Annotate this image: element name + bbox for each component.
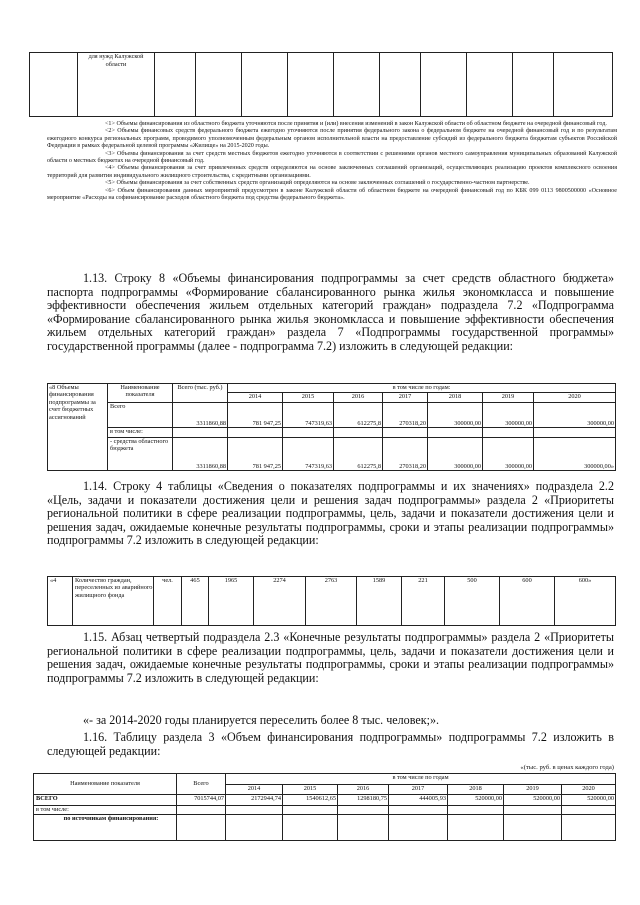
row-value [448, 815, 504, 841]
footnote: <6> Объем финансирования данных мероприятий предусмотрен в законе Калужской области об областном бюджете на очередной финансовый год по КБК 099 0113 9800500000 «Основное мероприятие «Расходы на софинансирование расходов областного бюджета под средства федерального бюджета». [47, 187, 617, 202]
table-cell [288, 53, 334, 117]
table-row [48, 577, 616, 626]
footnote: <5> Объемы финансирования за счет собственных средств организаций определяются на основе заключенных соглашений о государственно-частном партнерстве. [105, 180, 530, 187]
row-total [177, 815, 226, 841]
table-cell [380, 53, 421, 117]
row-value [226, 815, 283, 841]
header-incl-text: в том числе по годам [392, 774, 449, 781]
row-name: Количество граждан, переселенных из аварийного жилищного фонда [73, 577, 154, 626]
header-name-text: Наименование показателя [70, 780, 140, 788]
row-name: по источникам финансирования: [34, 815, 177, 841]
header-name [34, 774, 177, 795]
row-value: 270318,20 [383, 403, 428, 428]
row-value [504, 815, 562, 841]
row-value [483, 428, 534, 438]
row-value: 300000,00 [428, 403, 483, 428]
row-unit: чел. [154, 577, 182, 626]
row-value [562, 806, 616, 815]
row-value [504, 806, 562, 815]
row-value [338, 806, 389, 815]
year-header: 2019 [504, 785, 562, 795]
table-cell [242, 53, 288, 117]
row-value: 270318,20 [383, 438, 428, 471]
paragraph-1-15: 1.15. Абзац четвертый подраздела 2.3 «Конечные результаты подпрограммы» раздела 2 «Приоритеты региональной политики в сфере реализации подпрограммы, цель, задачи и показатели достижения цели и решения задач, ожидаемые конечные результаты подпрограммы, сроки и этапы реализации подпрограммы» подпрограммы 7.2 изложить в следующей редакции: [47, 630, 614, 685]
year-header: 2017 [383, 393, 428, 403]
row-value: 1589 [357, 577, 402, 626]
row-value: 1965 [209, 577, 254, 626]
row-value [428, 428, 483, 438]
footnote: <3> Объемы финансирования за счет средств местных бюджетов ежегодно уточняются в соответствии с решениями органов местного самоуправления муниципальных образований Калужской области о местных бюджетах на очередной финансовый год. [47, 150, 617, 165]
row-value: 520000,00 [504, 795, 562, 806]
header-name [108, 384, 173, 403]
row-value: 600 [500, 577, 555, 626]
year-header: 2018 [448, 785, 504, 795]
previous-table-fragment [29, 52, 613, 117]
row-value: 2763 [306, 577, 357, 626]
table-row [34, 806, 616, 815]
row-value: 300000,00 [534, 403, 616, 428]
header-incl [226, 774, 616, 785]
table-row [48, 403, 616, 428]
row-value [448, 806, 504, 815]
row-value: 781 947,25 [228, 403, 283, 428]
row-value: 747319,63 [283, 438, 334, 471]
row-value [389, 815, 448, 841]
table-cell [554, 53, 613, 117]
row-value: 2274 [254, 577, 306, 626]
row-value: 612275,8 [334, 438, 383, 471]
table-cell [196, 53, 242, 117]
year-header: 2014 [226, 785, 283, 795]
header-total-text: Всего (тыс. руб.) [177, 384, 223, 391]
row-total [173, 428, 228, 438]
table-cell [78, 53, 155, 117]
year-header: 2016 [338, 785, 389, 795]
table-cell [467, 53, 513, 117]
table-cell [513, 53, 554, 117]
row-name: ВСЕГО [34, 795, 177, 806]
header-total [173, 384, 228, 403]
indicator-table [47, 576, 616, 626]
paragraph-1-16: 1.16. Таблицу раздела 3 «Объем финансирования подпрограммы» подпрограммы 7.2 изложить в следующей редакции: [47, 730, 614, 758]
row-value: 444005,93 [389, 795, 448, 806]
year-header: 2017 [389, 785, 448, 795]
row-number: «4 [48, 577, 73, 626]
row-value: 520000,00 [562, 795, 616, 806]
row-name: в том числе: [108, 428, 173, 438]
footnote: <1> Объемы финансирования из областного бюджета уточняются после принятия и (или) внесения изменений в закон Калужской области об областном бюджете на очередной финансовый год. [105, 121, 607, 127]
paragraph-1-13: 1.13. Строку 8 «Объемы финансирования подпрограммы за счет средств областного бюджета» паспорта подпрограммы «Формирование сбалансированного рынка жилья экономкласса и повышение эффективности обеспечения жильем отдельных категорий граждан» подраздела 7.2 «Подпрограмма «Формирование сбалансированного рынка жилья экономкласса и повышение эффективности обеспечения жильем отдельных категорий граждан» раздела 7 «Подпрограммы государственной программы» государственной программы (далее - подпрограмма 7.2) изложить в следующей редакции: [47, 271, 614, 353]
footnote: <2> Объемы финансовых средств федерального бюджета ежегодно уточняются после принятия федерального закона о федеральном бюджете на очередной финансовый год и по результатам ежегодного конкурса региональных программ, проводимого уполномоченным федеральным органом исполнительной власти на предоставление субсидий из федерального бюджета бюджетам субъектов Российской Федерации в рамках федеральной целевой программы «Жилище» на 2015-2020 годы. [47, 128, 617, 150]
row-value [534, 428, 616, 438]
row-value [562, 815, 616, 841]
unit-note: «(тыс. руб. в ценах каждого года) [520, 764, 614, 771]
year-header: 2019 [483, 393, 534, 403]
header-incl [228, 384, 616, 393]
table-cell [334, 53, 380, 117]
header-name-text: Наименование показателя [120, 384, 160, 399]
table-cell [421, 53, 467, 117]
cell-text: для нужд Калужской области [88, 53, 144, 68]
row-value: 520000,00 [448, 795, 504, 806]
row-value [228, 428, 283, 438]
row-value: 300000,00 [428, 438, 483, 471]
row-total: 3311860,88 [173, 403, 228, 428]
footnote: <4> Объемы финансирования за счет привлеченных средств определяются на основе заключенных соглашений организаций, осуществляющих реализацию проектов комплексного освоения территорий для развития индивидуального жилищного строительства, с кредитными организациями. [47, 165, 617, 179]
row-value: 747319,63 [283, 403, 334, 428]
year-header: 2016 [334, 393, 383, 403]
row-value [338, 815, 389, 841]
row-value [383, 428, 428, 438]
row-value: 1540612,65 [283, 795, 338, 806]
table-row [48, 428, 616, 438]
row-value [283, 428, 334, 438]
row-value: 612275,8 [334, 403, 383, 428]
table-row [34, 795, 616, 806]
row-total: 3311860,88 [173, 438, 228, 471]
year-header: 2018 [428, 393, 483, 403]
row-total: 7015744,07 [177, 795, 226, 806]
row-value [334, 428, 383, 438]
row-value: 600» [555, 577, 616, 626]
row-value [226, 806, 283, 815]
year-header: 2020 [562, 785, 616, 795]
table-cell [155, 53, 196, 117]
row-name: - средства областного бюджета [108, 438, 173, 471]
funding-table-budget [47, 383, 616, 471]
quote-line: «- за 2014-2020 годы планируется переселить более 8 тыс. человек;». [83, 713, 440, 727]
year-header: 2020 [534, 393, 616, 403]
row-label: «8 Объемы финансирования подпрограммы за счет бюджетных ассигнований [49, 384, 96, 421]
table-row [48, 438, 616, 471]
row-value [283, 815, 338, 841]
row-label-cell [48, 384, 108, 471]
table-row [34, 815, 616, 841]
table-cell [30, 53, 78, 117]
row-total [177, 806, 226, 815]
year-header: 2015 [283, 393, 334, 403]
header-total-text: Всего [193, 780, 209, 788]
row-value: 1298180,75 [338, 795, 389, 806]
row-value [389, 806, 448, 815]
row-value [283, 806, 338, 815]
header-total [177, 774, 226, 795]
row-value: 300000,00 [483, 403, 534, 428]
footnotes [47, 121, 617, 202]
row-name: в том числе: [34, 806, 177, 815]
year-header: 2015 [283, 785, 338, 795]
row-value: 781 947,25 [228, 438, 283, 471]
header-incl-text: в том числе по годам: [392, 384, 451, 391]
row-value: 300000,00» [534, 438, 616, 471]
funding-table-total [33, 773, 616, 841]
row-value: 465 [182, 577, 209, 626]
row-value: 500 [445, 577, 500, 626]
paragraph-1-14: 1.14. Строку 4 таблицы «Сведения о показателях подпрограммы и их значениях» подраздела 2.2 «Цель, задачи и показатели достижения цели и решения задач подпрограммы» раздела 2 «Приоритеты региональной политики в сфере реализации подпрограммы, цель, задачи и показатели достижения цели и решения задач, ожидаемые конечные результаты подпрограммы, сроки и этапы реализации подпрограммы» подпрограммы 7.2 изложить в следующей редакции: [47, 479, 614, 548]
year-header: 2014 [228, 393, 283, 403]
row-value: 221 [402, 577, 445, 626]
row-value: 2172944,74 [226, 795, 283, 806]
row-value: 300000,00 [483, 438, 534, 471]
row-name: Всего [108, 403, 173, 428]
